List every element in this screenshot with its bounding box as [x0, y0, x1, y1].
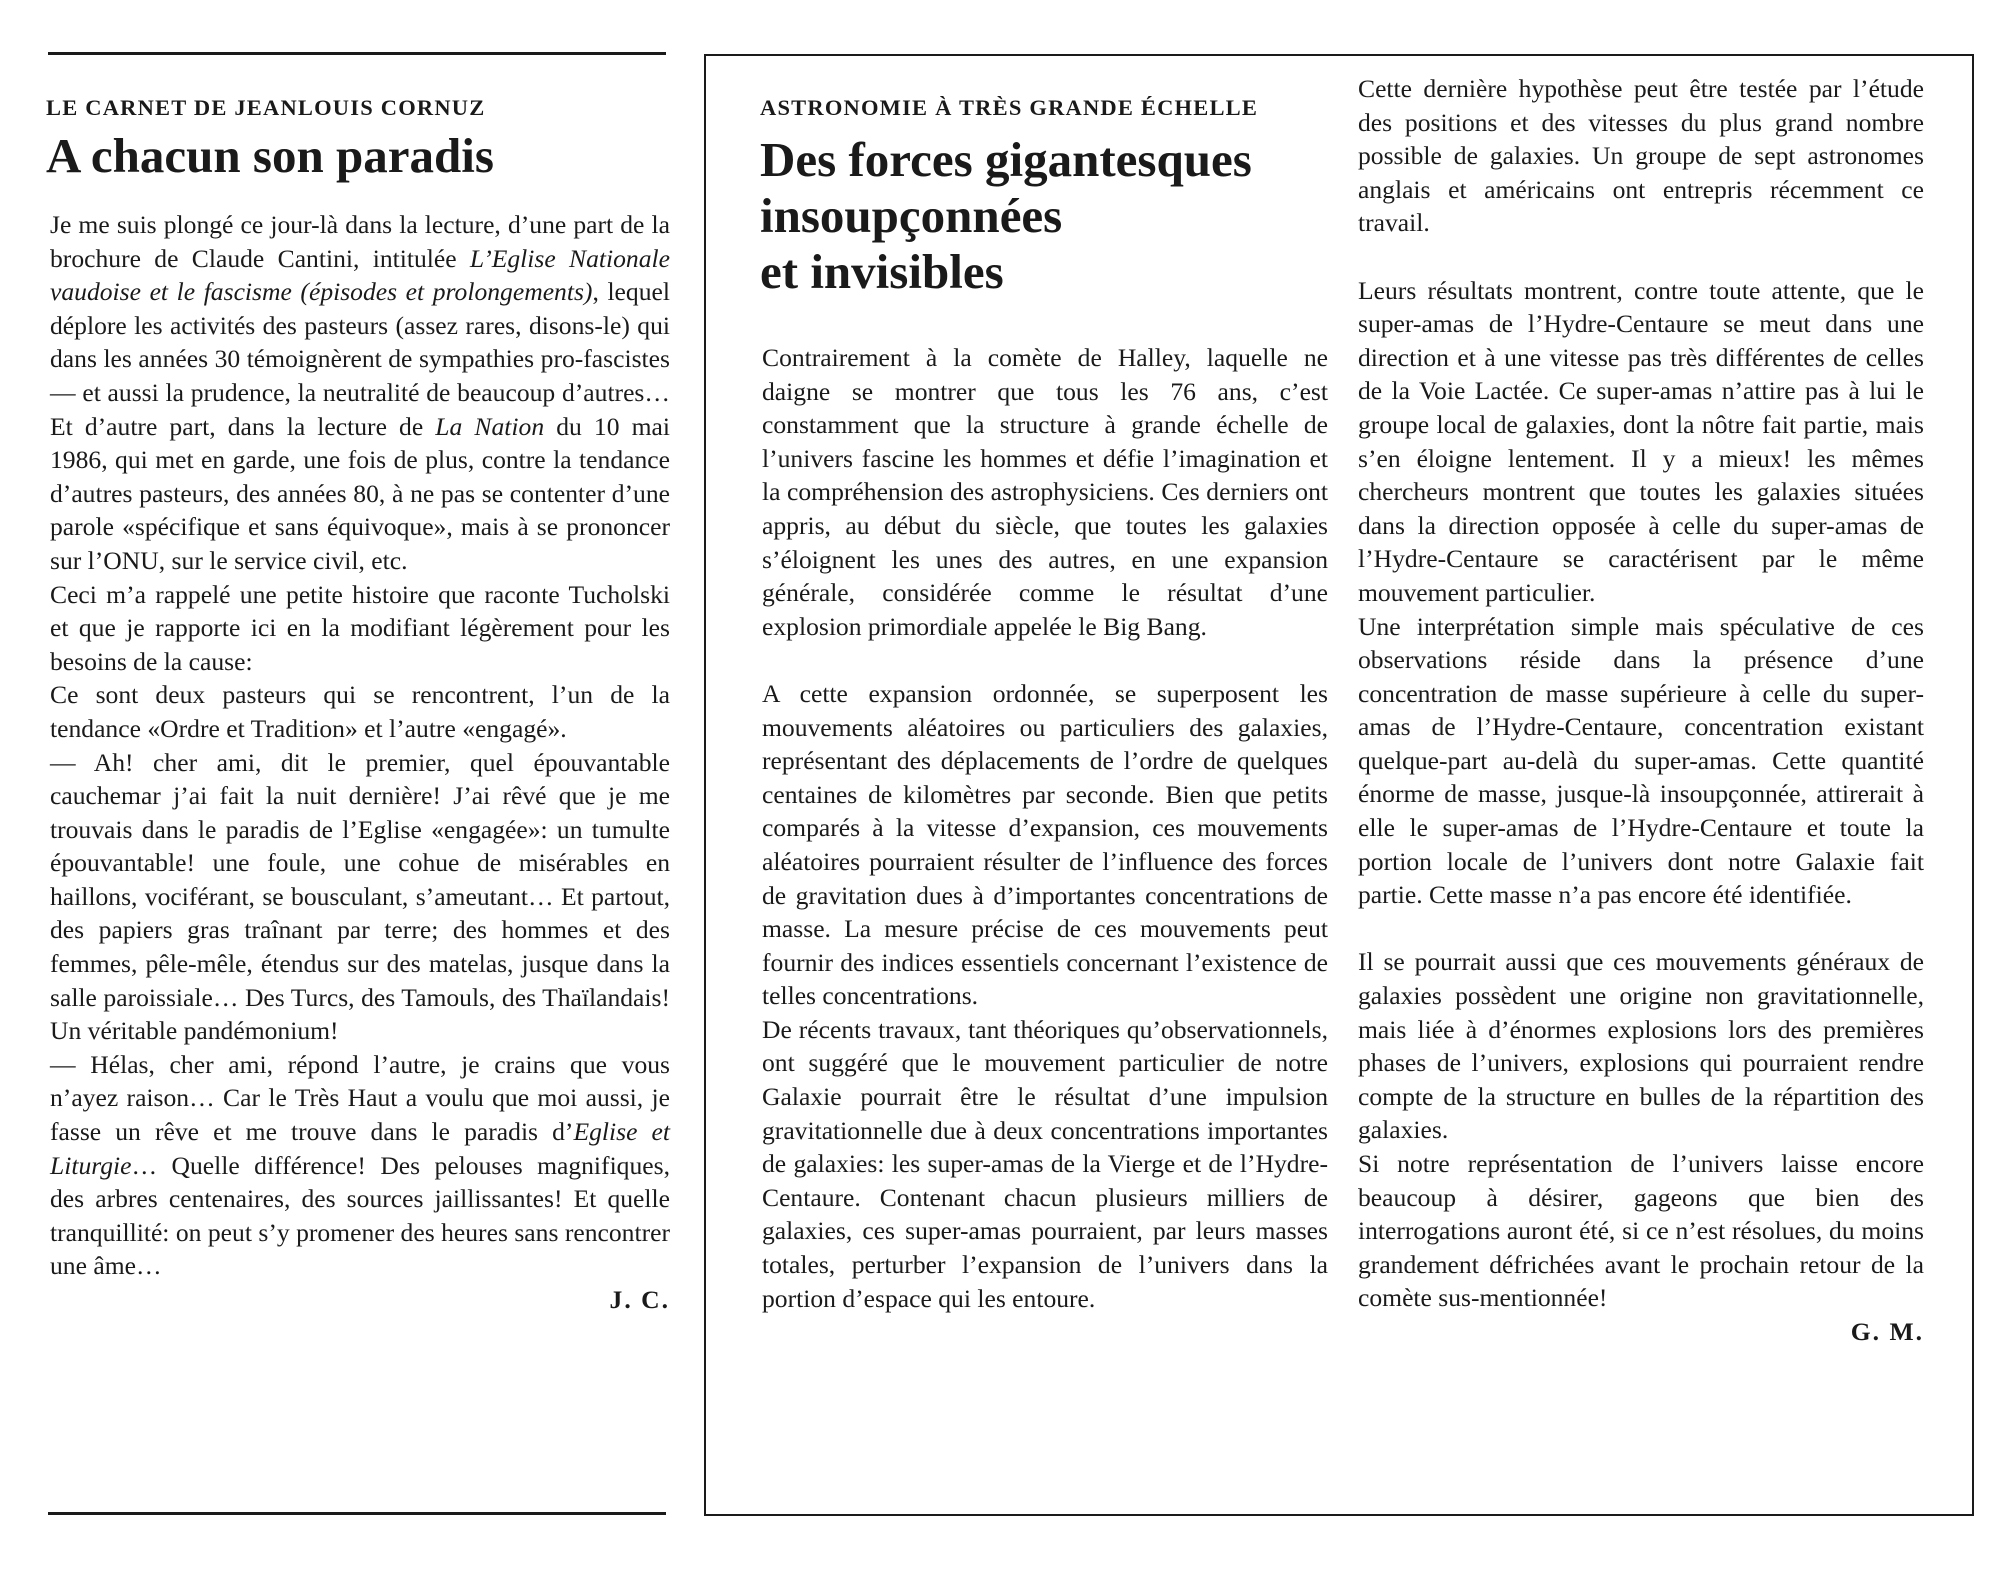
text-run: … Quelle différence! Des pelouses magnifiques, des arbres centenaires, des sources jaillissantes! Et quelle tranquillité: on peut s’y promener des heures sans rencontrer une âme… [50, 1150, 670, 1281]
top-rule-left [48, 52, 666, 55]
right-kicker: ASTRONOMIE À TRÈS GRANDE ÉCHELLE [760, 95, 1259, 120]
right-signature: G. M. [1850, 1316, 1924, 1346]
right-col2-paragraph-3: Une interprétation simple mais spéculative de ces observations réside dans la présence d’une concentration de masse supérieure à celle du super-amas de l’Hydre-Centaure, concentration existant quelque-part au-delà du super-amas. Cette quantité énorme de masse, jusque-là insoupçonnée, attirerait à elle le super-amas de l’Hydre-Centaure et toute la portion locale de l’univers dont notre Galaxie fait partie. Cette masse n’a pas encore été identifiée. [1358, 611, 1924, 910]
left-paragraph-3: Ce sont deux pasteurs qui se rencontrent, l’un de la tendance «Ordre et Tradition» et l’autre «engagé». [50, 680, 670, 743]
right-title-line-1: Des forces gigantesques [760, 132, 1252, 187]
right-article-column-2 [1358, 72, 1924, 1349]
text-run: du 10 mai 1986, qui met en garde, une fois de plus, contre la tendance d’autres pasteurs, des années 80, à ne pas se contenter d’une parole «spécifique et sans équivoque», mais à se prononcer sur l’ONU, sur le service civil, etc. [50, 411, 670, 575]
text-run: Je me suis plongé ce jour-là dans la lecture, d’une part de la brochure de Claude Cantini, intitulée [50, 210, 670, 273]
italic-title: Eglise et Liturgie [50, 1117, 670, 1180]
right-col2-paragraph-4: Il se pourrait aussi que ces mouvements généraux de galaxies possèdent une origine non gravitationnelle, mais liée à d’énormes explosions lors des premières phases de l’univers, explosions qui pourraient rendre compte de la structure en bulles de la répartition des galaxies. [1358, 947, 1924, 1145]
right-title-line-2: insoupçonnées [760, 188, 1063, 243]
left-kicker: LE CARNET DE JEANLOUIS CORNUZ [46, 95, 486, 120]
text-run: — Hélas, cher ami, répond l’autre, je crains que vous n’ayez raison… Car le Très Haut a voulu que moi aussi, je fasse un rêve et me trouve dans le paradis d’ [50, 1049, 670, 1147]
left-title [46, 128, 494, 184]
right-article-column-1 [762, 341, 1328, 1315]
left-paragraph-2: Ceci m’a rappelé une petite histoire que raconte Tucholski et que je rapporte ici en la modifiant légèrement pour les besoins de la cause: [50, 579, 670, 676]
right-title [760, 132, 1252, 300]
italic-title: vaudoise et le fascisme (épisodes et prolongements) [50, 277, 593, 307]
right-col2-paragraph-2: Leurs résultats montrent, contre toute attente, que le super-amas de l’Hydre-Centaure se meut dans une direction et à une vitesse pas très différentes de celles de la Voie Lactée. Ce super-amas n’attire pas à lui le groupe local de galaxies, dont la nôtre fait partie, mais s’en éloigne lentement. Il y a mieux! les mêmes chercheurs montrent que toutes les galaxies situées dans la direction opposée à celle du super-amas de l’Hydre-Centaure se caractérisent par le même mouvement particulier. [1358, 275, 1924, 607]
right-col1-paragraph-3: De récents travaux, tant théoriques qu’observationnels, ont suggéré que le mouvement particulier de notre Galaxie pourrait être le résultat d’une impulsion gravitationnelle due à deux concentrations importantes de galaxies: les super-amas de la Vierge et de l’Hydre-Centaure. Contenant chacun plusieurs milliers de galaxies, ces super-amas pourraient, par leurs masses totales, perturber l’expansion de l’univers dans la portion d’espace qui les entoure. [762, 1014, 1328, 1313]
left-paragraph-5 [50, 1048, 670, 1283]
right-col1-paragraph-2: A cette expansion ordonnée, se superposent les mouvements aléatoires ou particuliers des galaxies, représentant des déplacements de l’ordre de quelques centaines de kilomètres par seconde. Bien que petits comparés à la vitesse d’expansion, ces mouvements aléatoires pourraient résulter de l’influence des forces de gravitation dues à d’importantes concentrations de masse. La mesure précise de ces mouvements peut fournir des indices essentiels concernant l’existence de telles concentrations. [762, 678, 1328, 1011]
left-paragraph-4: — Ah! cher ami, dit le premier, quel épouvantable cauchemar j’ai fait la nuit dernière! J’ai rêvé que je me trouvais dans le paradis de l’Eglise «engagée»: un tumulte épouvantable! une foule, une cohue de misérables en haillons, vociférant, se bousculant, s’ameutant… Et partout, des papiers gras traînant par terre; des hommes et des femmes, pêle-mêle, étendus sur des matelas, jusque dans la salle paroissiale… Des Turcs, des Tamouls, des Thaïlandais! Un véritable pandémonium! [50, 747, 670, 1046]
text-run: , lequel déplore les activités des pasteurs (assez rares, disons-le) qui dans les années 30 témoignèrent de sympathies pro-fascistes — et aussi la prudence, la neutralité de beaucoup d’autres… Et d’autre part, dans la lecture de [50, 277, 670, 441]
right-col2-paragraph-1: Cette dernière hypothèse peut être testée par l’étude des positions et des vitesses du plus grand nombre possible de galaxies. Un groupe de sept astronomes anglais et américains ont entrepris récemment ce travail. [1358, 74, 1924, 238]
left-article-body [50, 208, 670, 1317]
right-col2-paragraph-5: Si notre représentation de l’univers laisse encore beaucoup à désirer, gageons que bien des interrogations auront été, si ce n’est résolues, du moins grandement défrichées avant le prochain retour de la comète sus-mentionnée! [1358, 1149, 1924, 1313]
italic-title: La Nation [435, 411, 545, 441]
right-title-line-3: et invisibles [760, 244, 1004, 299]
right-col1-paragraph-1: Contrairement à la comète de Halley, laquelle ne daigne se montrer que tous les 76 ans, c’est constamment que la structure à grande échelle de l’univers fascine les hommes et défie l’imagination et la compréhension des astrophysiciens. Ces derniers ont appris, au début du siècle, que toutes les galaxies s’éloignent les unes des autres, en une expansion générale, considérée comme le résultat d’une explosion primordiale appelée le Big Bang. [762, 343, 1328, 641]
italic-title: L’Eglise Nationale [469, 243, 670, 273]
left-title-text: A chacun son paradis [46, 128, 494, 183]
bottom-rule-left [48, 1512, 666, 1515]
left-signature: J. C. [609, 1285, 670, 1314]
left-paragraph-1 [50, 208, 670, 578]
